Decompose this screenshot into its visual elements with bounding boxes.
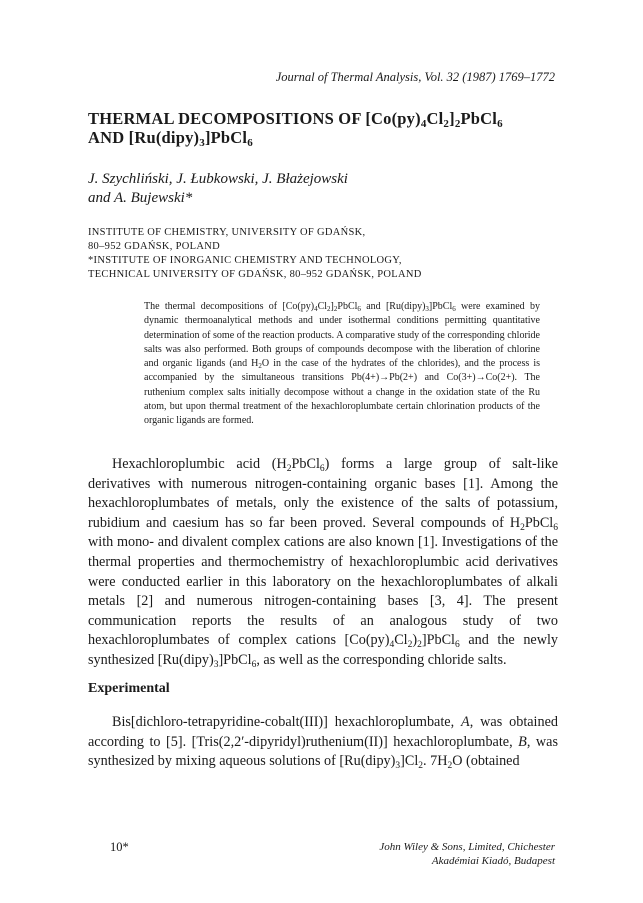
- authors-line-1: J. Szychliński, J. Łubkowski, J. Błażejowski: [88, 171, 348, 187]
- section-heading-experimental: Experimental: [88, 681, 170, 696]
- intro-paragraph: Hexachloroplumbic acid $(H_2PbCl_6)$ forms a large group of salt-like derivatives with numerous nitrogen-containing organic bases [1]. Among the hexachloroplumbates of metals, only the existence of the salts of potassium, rubidium and caesium has so far been proved. Several compounds of $H_2PbCl_6$ with mono- and divalent complex cations are also known [1]. Investigations of the thermal properties and thermochemistry of hexachloroplumbic acid derivatives were conducted earlier in this laboratory on the hexachloroplumbates of alkali metals [2] and numerous nitrogen-containing bases [3, 4]. The present communication reports the results of an analogous study of two hexachloroplumbates of complex cations $[Co(py)_4Cl_2)_2]PbCl_6$ and the newly synthesized $[Ru(dipy)_3]PbCl_6$, as well as the corresponding chloride salts.: [88, 456, 558, 670]
- page-signature-mark: 10*: [110, 840, 129, 854]
- affiliations: [88, 226, 558, 282]
- paper-title: [88, 109, 558, 147]
- affiliation-line: *INSTITUTE OF INORGANIC CHEMISTRY AND TECHNOLOGY,: [88, 255, 402, 266]
- title-line-1: THERMAL DECOMPOSITIONS OF $[Co(py)_4Cl_2]_2PbCl_6$: [88, 109, 503, 130]
- title-line-2: AND $[Ru(dipy)_3]PbCl_6$: [88, 128, 253, 149]
- affiliation-line: INSTITUTE OF CHEMISTRY, UNIVERSITY OF GDAŃSK,: [88, 227, 366, 238]
- publisher-line: Akadémiai Kiadó, Budapest: [431, 855, 555, 867]
- authors: [88, 170, 558, 208]
- publisher-line: John Wiley & Sons, Limited, Chichester: [379, 841, 555, 853]
- affiliation-line: 80–952 GDAŃSK, POLAND: [88, 241, 221, 252]
- authors-line-2: and A. Bujewski*: [88, 190, 193, 206]
- affiliation-line: TECHNICAL UNIVERSITY OF GDAŃSK, 80–952 GDAŃSK, POLAND: [88, 269, 422, 280]
- publisher-info: [255, 840, 555, 868]
- experimental-paragraph: Bis[dichloro-tetrapyridine-cobalt(III)] hexachloroplumbate, A, was obtained according to [5]. [Tris(2,2′-dipyridyl)ruthenium(II)] hexachloroplumbate, B, was synthesized by mixing aqueous solutions of $[Ru(dipy)_3]Cl_2$. $7H_2O$ (obtained: [88, 714, 558, 772]
- journal-reference: Journal of Thermal Analysis, Vol. 32 (1987) 1769–1772: [275, 70, 555, 84]
- abstract: The thermal decompositions of $[Co(py)_4Cl_2]_2PbCl_6$ and $[Ru(dipy)_3]PbCl_6$ were examined by dynamic thermoanalytical methods and under isothermal conditions permitting quantitative determination of some of the reaction products. A comparative study of the corresponding chloride salts was also performed. Both groups of compounds decompose with the liberation of chlorine and organic ligands (and $H_2O$ in the case of the hydrates of the chlorides), and the process is accompanied by the simultaneous transitions Pb(4+)→Pb(2+) and Co(3+)→Co(2+). The ruthenium complex salts initially decompose without a change in the oxidation state of the Ru atom, but upon thermal treatment of the hexachloroplumbate certain chlorination products of the organic ligands are formed.: [144, 301, 540, 427]
